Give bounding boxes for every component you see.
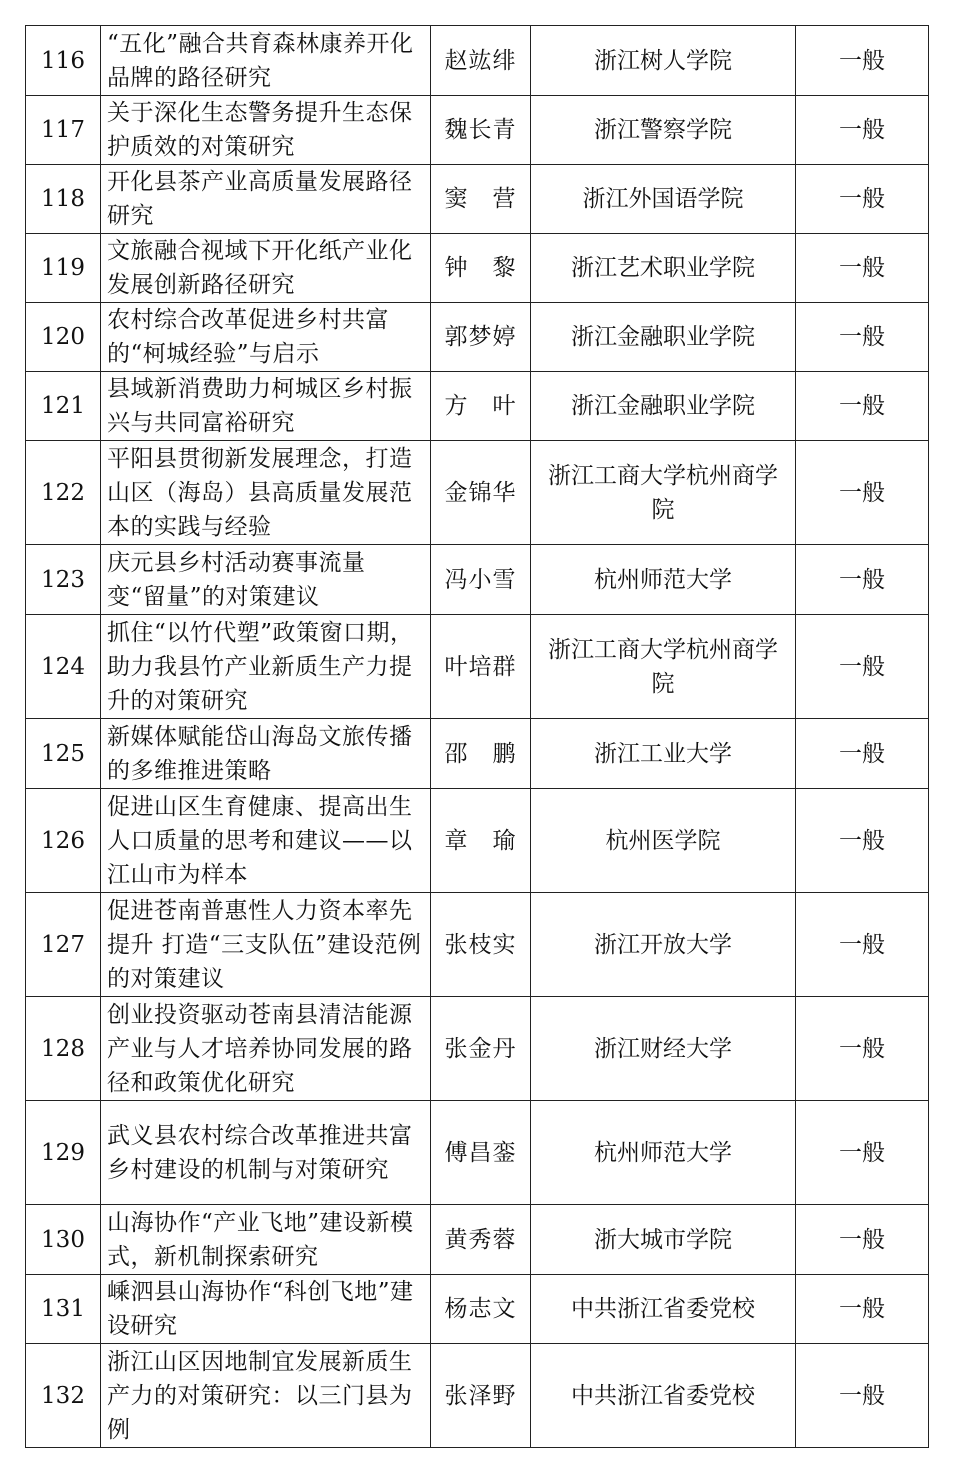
project-title: 山海协作“产业飞地”建设新模式，新机制探索研究 xyxy=(101,1205,431,1275)
row-number: 124 xyxy=(26,615,101,719)
row-number: 123 xyxy=(26,545,101,615)
project-leader: 张泽野 xyxy=(431,1344,531,1448)
project-title: 庆元县乡村活动赛事流量变“留量”的对策建议 xyxy=(101,545,431,615)
project-level: 一般 xyxy=(796,997,929,1101)
row-number: 120 xyxy=(26,303,101,372)
project-level: 一般 xyxy=(796,1205,929,1275)
project-title: 浙江山区因地制宜发展新质生产力的对策研究：以三门县为例 xyxy=(101,1344,431,1448)
table-row xyxy=(26,615,929,719)
project-title: 开化县茶产业高质量发展路径研究 xyxy=(101,165,431,234)
table-row xyxy=(26,372,929,441)
project-institution: 浙江工商大学杭州商学院 xyxy=(531,615,796,719)
table-row xyxy=(26,1205,929,1275)
row-number: 129 xyxy=(26,1101,101,1205)
project-level: 一般 xyxy=(796,545,929,615)
project-title: “五化”融合共育森林康养开化品牌的路径研究 xyxy=(101,26,431,96)
project-level: 一般 xyxy=(796,1344,929,1448)
project-title: 县域新消费助力柯城区乡村振兴与共同富裕研究 xyxy=(101,372,431,441)
project-leader: 黄秀蓉 xyxy=(431,1205,531,1275)
project-title: 促进苍南普惠性人力资本率先提升 打造“三支队伍”建设范例的对策建议 xyxy=(101,893,431,997)
project-level: 一般 xyxy=(796,372,929,441)
row-number: 131 xyxy=(26,1275,101,1344)
project-institution: 中共浙江省委党校 xyxy=(531,1344,796,1448)
project-level: 一般 xyxy=(796,1275,929,1344)
project-level: 一般 xyxy=(796,615,929,719)
table-row xyxy=(26,1101,929,1205)
project-leader: 冯小雪 xyxy=(431,545,531,615)
project-title: 文旅融合视域下开化纸产业化发展创新路径研究 xyxy=(101,234,431,303)
project-leader: 魏长青 xyxy=(431,96,531,165)
row-number: 132 xyxy=(26,1344,101,1448)
project-level: 一般 xyxy=(796,1101,929,1205)
row-number: 121 xyxy=(26,372,101,441)
table-row xyxy=(26,893,929,997)
project-institution: 浙大城市学院 xyxy=(531,1205,796,1275)
project-title: 农村综合改革促进乡村共富的“柯城经验”与启示 xyxy=(101,303,431,372)
table-row xyxy=(26,719,929,789)
table-row xyxy=(26,997,929,1101)
row-number: 128 xyxy=(26,997,101,1101)
row-number: 125 xyxy=(26,719,101,789)
project-title: 平阳县贯彻新发展理念，打造山区（海岛）县高质量发展范本的实践与经验 xyxy=(101,441,431,545)
project-institution: 杭州师范大学 xyxy=(531,1101,796,1205)
project-leader: 钟 黎 xyxy=(431,234,531,303)
project-leader: 金锦华 xyxy=(431,441,531,545)
project-leader: 张枝实 xyxy=(431,893,531,997)
project-institution: 浙江金融职业学院 xyxy=(531,303,796,372)
project-level: 一般 xyxy=(796,441,929,545)
project-level: 一般 xyxy=(796,893,929,997)
project-leader: 叶培群 xyxy=(431,615,531,719)
project-title: 新媒体赋能岱山海岛文旅传播的多维推进策略 xyxy=(101,719,431,789)
project-leader: 郭梦婷 xyxy=(431,303,531,372)
project-leader: 邵 鹏 xyxy=(431,719,531,789)
project-level: 一般 xyxy=(796,234,929,303)
table-row xyxy=(26,1275,929,1344)
project-leader: 傅昌銮 xyxy=(431,1101,531,1205)
project-level: 一般 xyxy=(796,26,929,96)
table-row xyxy=(26,96,929,165)
project-title: 抓住“以竹代塑”政策窗口期，助力我县竹产业新质生产力提升的对策研究 xyxy=(101,615,431,719)
project-table xyxy=(25,25,929,1448)
project-level: 一般 xyxy=(796,719,929,789)
project-institution: 中共浙江省委党校 xyxy=(531,1275,796,1344)
project-level: 一般 xyxy=(796,303,929,372)
row-number: 127 xyxy=(26,893,101,997)
row-number: 117 xyxy=(26,96,101,165)
project-title: 嵊泗县山海协作“科创飞地”建设研究 xyxy=(101,1275,431,1344)
project-institution: 浙江工业大学 xyxy=(531,719,796,789)
project-institution: 浙江树人学院 xyxy=(531,26,796,96)
table-row xyxy=(26,303,929,372)
project-institution: 浙江艺术职业学院 xyxy=(531,234,796,303)
row-number: 122 xyxy=(26,441,101,545)
row-number: 118 xyxy=(26,165,101,234)
project-title: 创业投资驱动苍南县清洁能源产业与人才培养协同发展的路径和政策优化研究 xyxy=(101,997,431,1101)
project-level: 一般 xyxy=(796,96,929,165)
project-leader: 赵竑绯 xyxy=(431,26,531,96)
project-level: 一般 xyxy=(796,789,929,893)
table-row xyxy=(26,545,929,615)
row-number: 116 xyxy=(26,26,101,96)
project-institution: 浙江外国语学院 xyxy=(531,165,796,234)
project-level: 一般 xyxy=(796,165,929,234)
project-title: 武义县农村综合改革推进共富乡村建设的机制与对策研究 xyxy=(101,1101,431,1205)
project-institution: 浙江财经大学 xyxy=(531,997,796,1101)
project-leader: 张金丹 xyxy=(431,997,531,1101)
table-row xyxy=(26,789,929,893)
project-institution: 浙江金融职业学院 xyxy=(531,372,796,441)
table-row xyxy=(26,165,929,234)
project-title: 促进山区生育健康、提高出生人口质量的思考和建议——以江山市为样本 xyxy=(101,789,431,893)
project-leader: 窦 营 xyxy=(431,165,531,234)
project-institution: 杭州师范大学 xyxy=(531,545,796,615)
project-table-body xyxy=(26,26,929,1448)
table-row xyxy=(26,1344,929,1448)
project-institution: 浙江开放大学 xyxy=(531,893,796,997)
row-number: 119 xyxy=(26,234,101,303)
table-row xyxy=(26,26,929,96)
table-row xyxy=(26,234,929,303)
table-row xyxy=(26,441,929,545)
project-institution: 浙江工商大学杭州商学院 xyxy=(531,441,796,545)
project-leader: 杨志文 xyxy=(431,1275,531,1344)
project-leader: 方 叶 xyxy=(431,372,531,441)
project-institution: 浙江警察学院 xyxy=(531,96,796,165)
row-number: 130 xyxy=(26,1205,101,1275)
project-leader: 章 瑜 xyxy=(431,789,531,893)
project-title: 关于深化生态警务提升生态保护质效的对策研究 xyxy=(101,96,431,165)
row-number: 126 xyxy=(26,789,101,893)
project-institution: 杭州医学院 xyxy=(531,789,796,893)
